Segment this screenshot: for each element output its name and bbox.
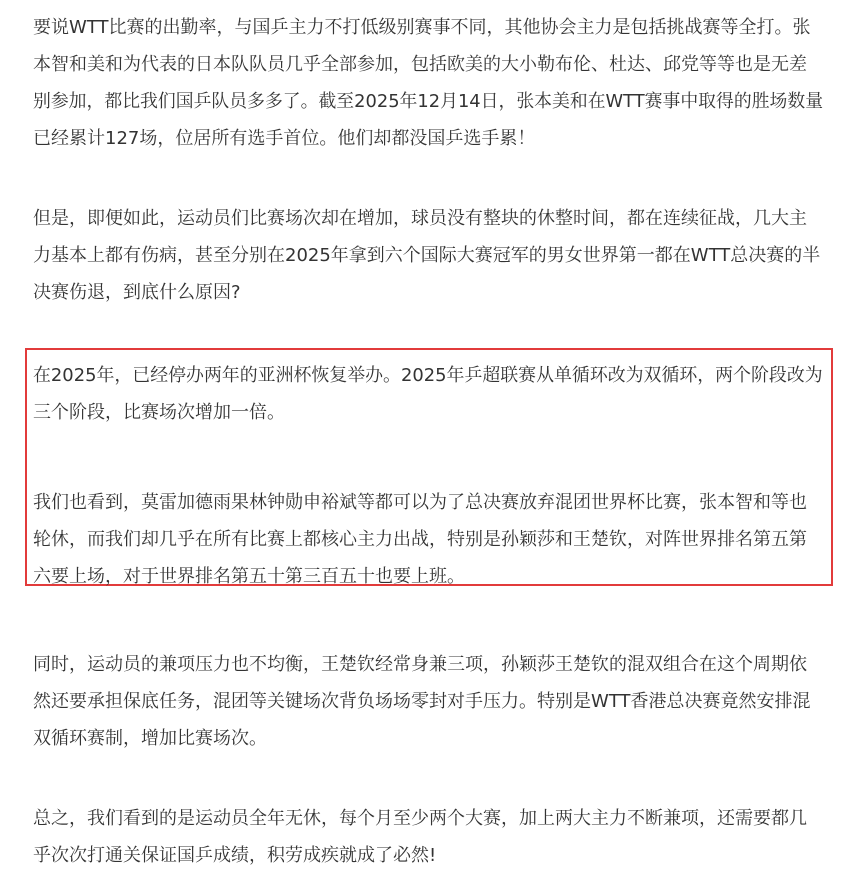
text-line: 三个阶段，比赛场次增加一倍。 [33,402,285,423]
paragraph-4-highlighted [33,484,823,595]
text-line: 双循环赛制，增加比赛场次。 [33,728,267,749]
text-line: 然还要承担保底任务，混团等关键场次背负场场零封对手压力。特别是WTT香港总决赛竟然安排混 [33,691,811,712]
text-line: 已经累计127场，位居所有选手首位。他们却都没国乒选手累！ [33,128,536,149]
text-line: 本智和美和为代表的日本队队员几乎全部参加，包括欧美的大小勒布伦、杜达、邱党等等也是无差 [33,54,807,75]
paragraph-3-highlighted [33,357,823,431]
text-line: 在2025年，已经停办两年的亚洲杯恢复举办。2025年乒超联赛从单循环改为双循环，两个阶段改为 [33,365,823,386]
text-line: 六要上场，对于世界排名第五十第三百五十也要上班。 [33,566,465,587]
text-line: 决赛伤退，到底什么原因? [33,282,241,303]
paragraph-1 [33,9,823,157]
text-line: 但是，即便如此，运动员们比赛场次却在增加，球员没有整块的休整时间，都在连续征战，几大主 [33,208,807,229]
text-line: 轮休，而我们却几乎在所有比赛上都核心主力出战，特别是孙颖莎和王楚钦，对阵世界排名第五第 [33,529,807,550]
text-line: 力基本上都有伤病，甚至分别在2025年拿到六个国际大赛冠军的男女世界第一都在WTT总决赛的半 [33,245,821,266]
paragraph-5 [33,646,823,757]
text-line: 要说WTT比赛的出勤率，与国乒主力不打低级别赛事不同，其他协会主力是包括挑战赛等全打。张 [33,17,811,38]
text-line: 总之，我们看到的是运动员全年无休，每个月至少两个大赛，加上两大主力不断兼项，还需要都几 [33,808,807,829]
text-line: 同时，运动员的兼项压力也不均衡，王楚钦经常身兼三项，孙颖莎王楚钦的混双组合在这个周期依 [33,654,807,675]
paragraph-6 [33,800,823,874]
paragraph-2 [33,200,823,311]
text-line: 我们也看到，莫雷加德雨果林钟勋申裕斌等都可以为了总决赛放弃混团世界杯比赛，张本智和等也 [33,492,807,513]
text-line: 别参加，都比我们国乒队员多多了。截至2025年12月14日，张本美和在WTT赛事中取得的胜场数量 [33,91,824,112]
text-line: 乎次次打通关保证国乒成绩，积劳成疾就成了必然! [33,845,437,866]
